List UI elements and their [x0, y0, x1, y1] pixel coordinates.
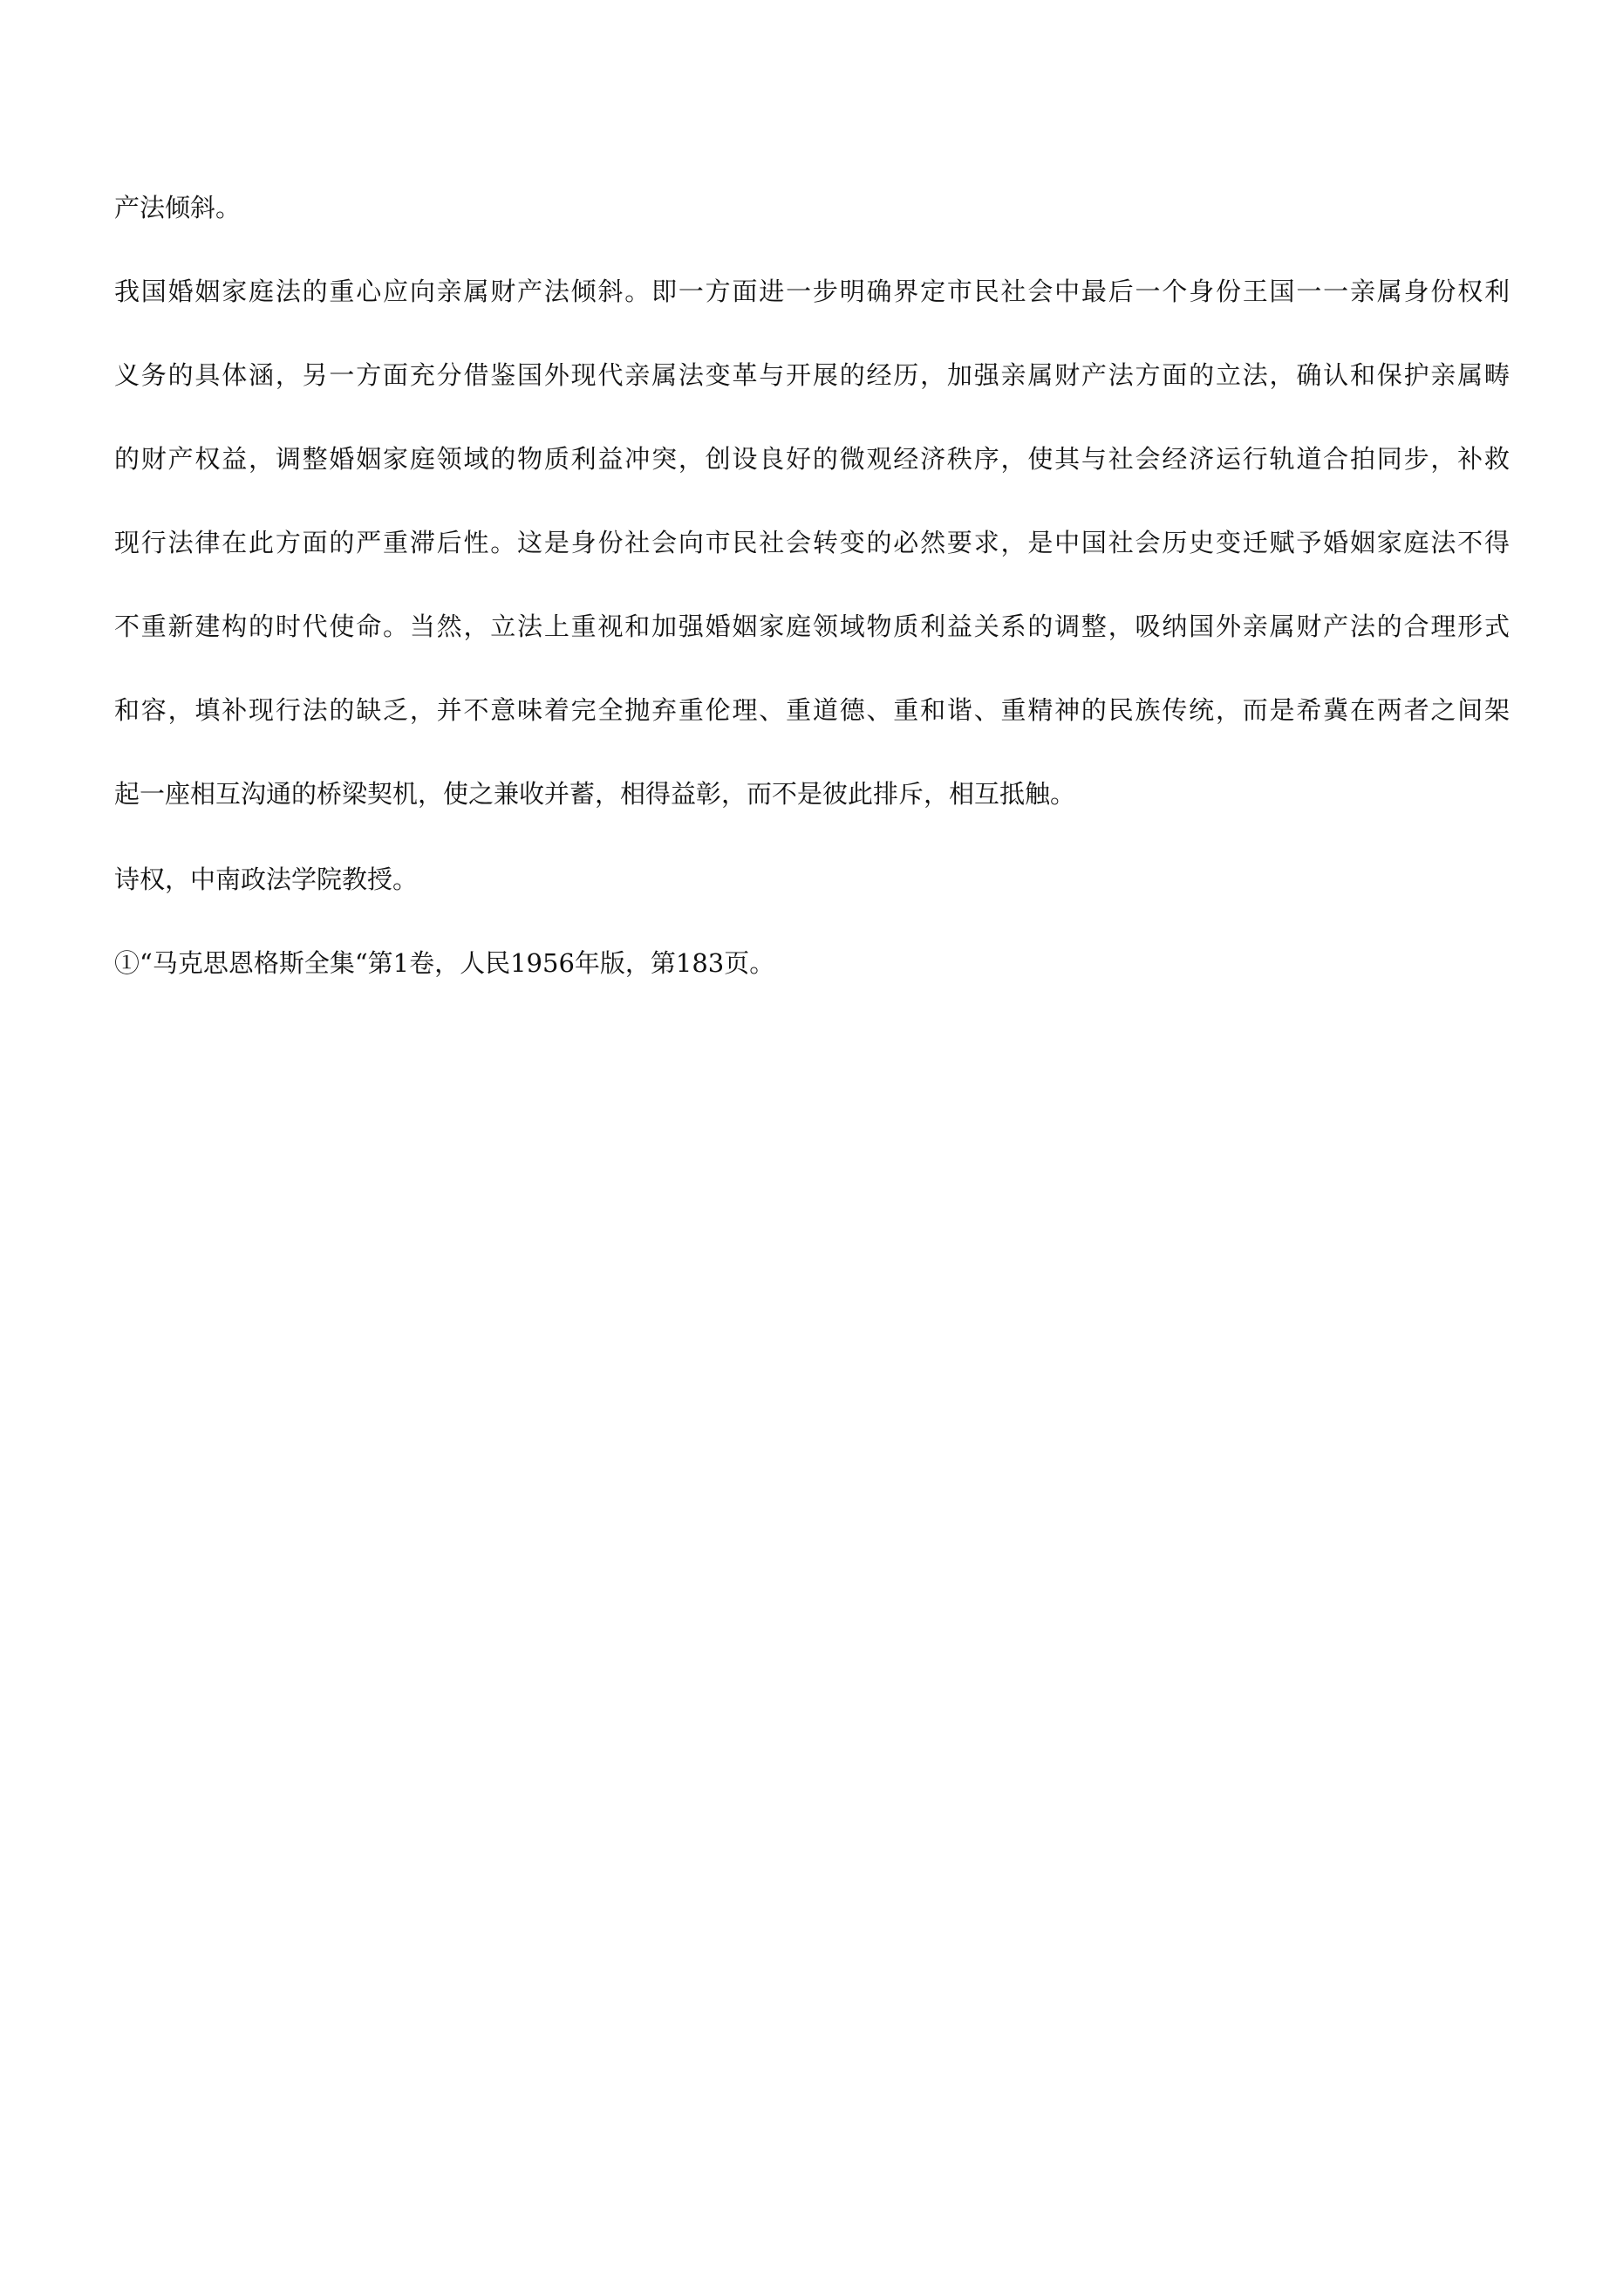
paragraph-continuation: 产法倾斜。 — [114, 193, 242, 222]
main-paragraph-line-4: 现行法律在此方面的严重滞后性。这是身份社会向市民社会转变的必然要求，是中国社会历史变迁赋予婚姻家庭法不得 — [114, 528, 1510, 557]
main-paragraph-line-1: 我国婚姻家庭法的重心应向亲属财产法倾斜。即一方面进一步明确界定市民社会中最后一个身份王国一一亲属身份权利 — [114, 277, 1510, 306]
author-note: 诗权，中南政法学院教授。 — [114, 864, 419, 894]
main-paragraph-line-6: 和容，填补现行法的缺乏，并不意味着完全抛弃重伦理、重道德、重和谐、重精神的民族传统，而是希冀在两者之间架 — [114, 695, 1510, 725]
main-paragraph-line-2: 义务的具体涵，另一方面充分借鉴国外现代亲属法变革与开展的经历，加强亲属财产法方面的立法，确认和保护亲属畴 — [114, 360, 1510, 390]
main-paragraph-line-5: 不重新建构的时代使命。当然，立法上重视和加强婚姻家庭领域物质利益关系的调整，吸纳国外亲属财产法的合理形式 — [114, 612, 1510, 641]
main-paragraph-line-3: 的财产权益，调整婚姻家庭领域的物质利益冲突，创设良好的微观经济秩序，使其与社会经济运行轨道合拍同步，补救 — [114, 444, 1510, 474]
footnote: ①“马克思恩格斯全集“第1卷，人民1956年版，第183页。 — [114, 948, 775, 978]
main-paragraph-line-7: 起一座相互沟通的桥梁契机，使之兼收并蓄，相得益彰，而不是彼此排斥，相互抵触。 — [114, 779, 1076, 809]
